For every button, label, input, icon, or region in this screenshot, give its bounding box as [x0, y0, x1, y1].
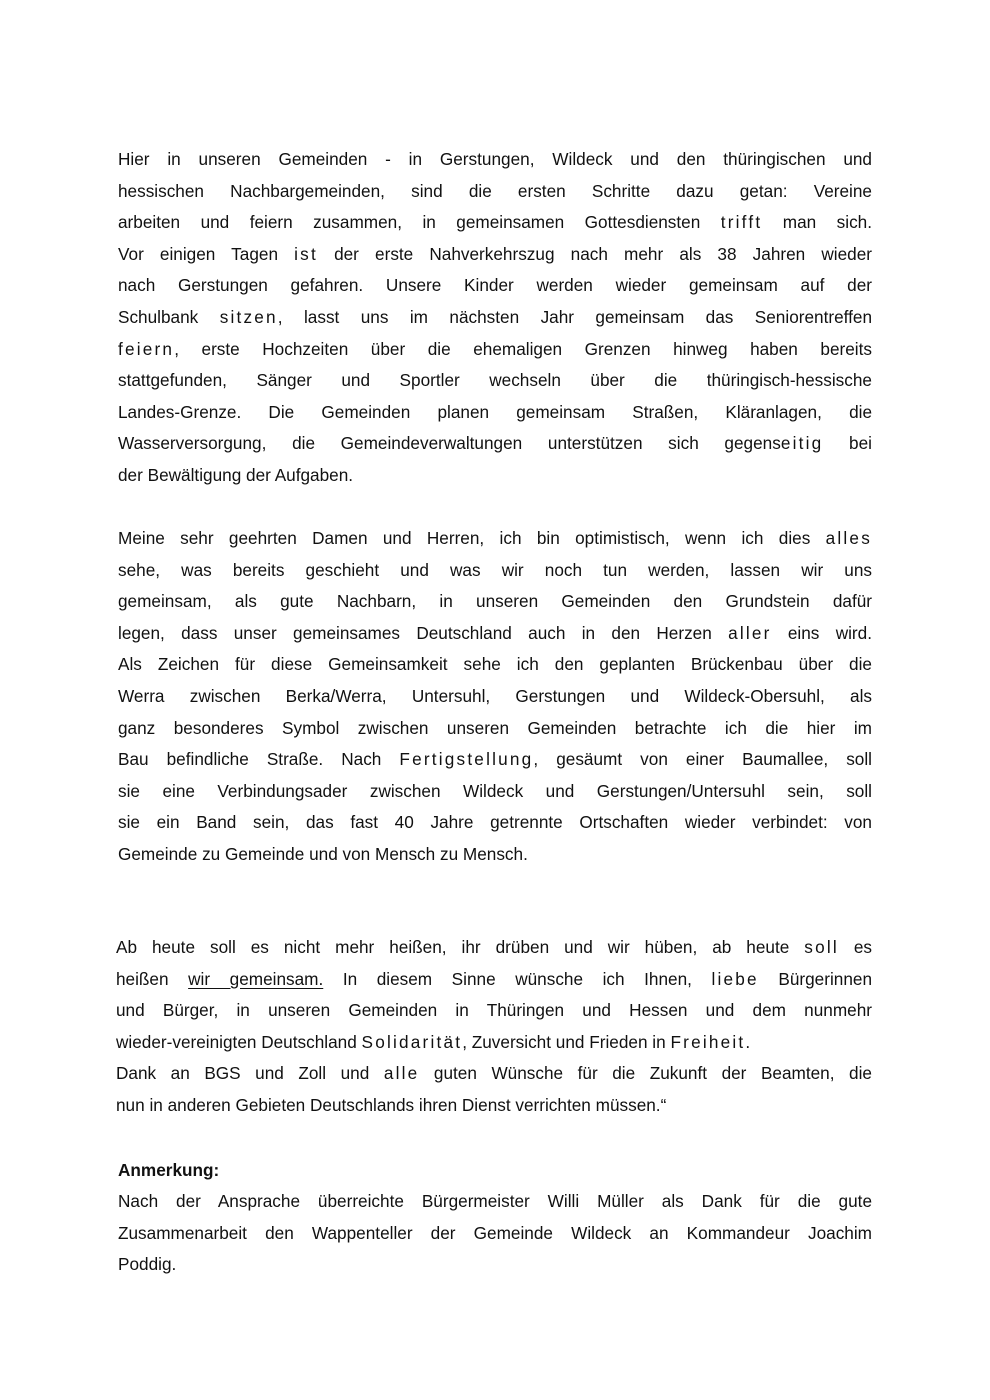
- text-run-spaced: feiern: [118, 338, 175, 359]
- text-line: Gemeinde zu Gemeinde und von Mensch zu Mensch.: [118, 843, 528, 864]
- paragraph-community-steps: [118, 144, 872, 492]
- text-run: eins wird.: [771, 622, 872, 643]
- text-line: nach Gerstungen gefahren. Unsere Kinder werden wieder gemeinsam auf der: [118, 275, 872, 296]
- text-run-spaced: soll: [804, 937, 839, 957]
- text-run-spaced: ist: [294, 243, 318, 264]
- text-run-spaced: trifft: [720, 212, 763, 233]
- text-run: Schulbank: [118, 306, 220, 327]
- text-run: guten Wünsche für die Zukunft der Beamten, die: [419, 1063, 872, 1084]
- text-run: Meine sehr geehrten Damen und Herren, ich bin optimistisch, wenn ich dies: [118, 528, 826, 548]
- text-run-spaced: sitzen: [219, 306, 278, 327]
- text-run: , Zuversicht und Frieden in: [462, 1031, 671, 1052]
- text-line: Poddig.: [118, 1254, 177, 1275]
- text-line: [116, 1058, 872, 1090]
- text-line: [118, 618, 872, 650]
- paragraph-note: [118, 1186, 872, 1281]
- text-run: bei: [823, 433, 872, 454]
- paragraph-together: [116, 932, 872, 1122]
- text-line: und Bürger, in unseren Gemeinden in Thüringen und Hessen und dem nunmehr: [116, 1000, 872, 1021]
- text-run: Ab heute soll es nicht mehr heißen, ihr drüben und wir hüben, ab heute: [116, 937, 805, 957]
- text-line: [116, 932, 872, 964]
- text-line: [118, 334, 872, 366]
- text-line: [118, 239, 872, 271]
- text-line: [116, 1027, 872, 1059]
- note-heading: Anmerkung:: [118, 1160, 220, 1180]
- text-line: sie eine Verbindungsader zwischen Wildeck und Gerstungen/Untersuhl sein, soll: [118, 780, 872, 801]
- text-run-spaced: alle: [383, 1063, 420, 1084]
- text-run: der erste Nahverkehrszug nach mehr als 38 Jahren wieder: [317, 243, 872, 264]
- text-line: nun in anderen Gebieten Deutschlands ihren Dienst verrichten müssen.“: [116, 1094, 667, 1115]
- text-run: In diesem Sinne wünsche ich Ihnen,: [323, 968, 712, 989]
- text-run-spaced: Fertigstellung: [399, 749, 534, 770]
- text-line: sehe, was bereits geschieht und was wir noch tun werden, lassen wir uns: [118, 559, 872, 580]
- text-run: , lasst uns im nächsten Jahr gemeinsam das Seniorentreffen: [277, 306, 873, 327]
- text-run: heißen: [116, 968, 189, 989]
- text-run: Wasserversorgung, die Gemeindeverwaltungen unterstützen sich gegens: [118, 433, 781, 454]
- text-run: man sich.: [762, 212, 872, 233]
- text-run: arbeiten und feiern zusammen, in gemeinsamen Gottesdiensten: [118, 212, 721, 233]
- text-run-spaced: eitig: [780, 433, 824, 454]
- text-run: , erste Hochzeiten über die ehemaligen Grenzen hinweg haben bereits: [174, 338, 872, 359]
- text-line: sie ein Band sein, das fast 40 Jahre getrennte Ortschaften wieder verbindet: von: [118, 812, 872, 833]
- text-run-spaced: alles: [825, 528, 872, 548]
- text-run: Vor einigen Tagen: [118, 243, 295, 264]
- text-run: wieder-vereinigten Deutschland: [116, 1031, 362, 1052]
- text-line: [118, 207, 872, 239]
- text-line: stattgefunden, Sänger und Sportler wechseln über die thüringisch-hessische: [118, 370, 872, 391]
- text-run: .: [745, 1031, 751, 1052]
- text-line: ganz besonderes Symbol zwischen unseren Gemeinden betrachte ich die hier im: [118, 717, 872, 738]
- text-line: Landes-Grenze. Die Gemeinden planen gemeinsam Straßen, Kläranlagen, die: [118, 401, 872, 422]
- text-line: Werra zwischen Berka/Werra, Untersuhl, Gerstungen und Wildeck-Obersuhl, als: [118, 685, 872, 706]
- text-run-spaced: Freiheit: [670, 1031, 746, 1052]
- text-line: [118, 523, 872, 555]
- text-run: legen, dass unser gemeinsames Deutschland auch in den Herzen: [118, 622, 729, 643]
- text-line: der Bewältigung der Aufgaben.: [118, 464, 354, 485]
- text-line: Zusammenarbeit den Wappenteller der Gemeinde Wildeck an Kommandeur Joachim: [118, 1222, 872, 1243]
- text-run: Dank an BGS und Zoll und: [116, 1063, 384, 1084]
- underlined-phrase: wir gemeinsam.: [188, 968, 324, 989]
- text-line: Nach der Ansprache überreichte Bürgermeister Willi Müller als Dank für die gute: [118, 1191, 872, 1211]
- text-run-spaced: aller: [728, 622, 772, 643]
- text-line: hessischen Nachbargemeinden, sind die ersten Schritte dazu getan: Vereine: [118, 180, 872, 201]
- text-run: Bau befindliche Straße. Nach: [118, 749, 400, 770]
- text-run: , gesäumt von einer Baumallee, soll: [533, 749, 872, 770]
- text-line: Hier in unseren Gemeinden - in Gerstungen, Wildeck und den thüringischen und: [118, 149, 872, 169]
- text-line: Als Zeichen für diese Gemeinsamkeit sehe ich den geplanten Brückenbau über die: [118, 654, 872, 675]
- text-line: [118, 744, 872, 776]
- text-run-spaced: Solidarität: [361, 1031, 463, 1052]
- text-run-spaced: liebe: [711, 968, 759, 989]
- text-run: es: [838, 937, 872, 957]
- text-run: Bürgerinnen: [758, 968, 873, 989]
- paragraph-optimism: [118, 523, 872, 871]
- text-line: gemeinsam, als gute Nachbarn, in unseren Gemeinden den Grundstein dafür: [118, 591, 872, 612]
- text-line: [118, 302, 872, 334]
- text-line: [118, 428, 872, 460]
- text-line: [116, 964, 872, 996]
